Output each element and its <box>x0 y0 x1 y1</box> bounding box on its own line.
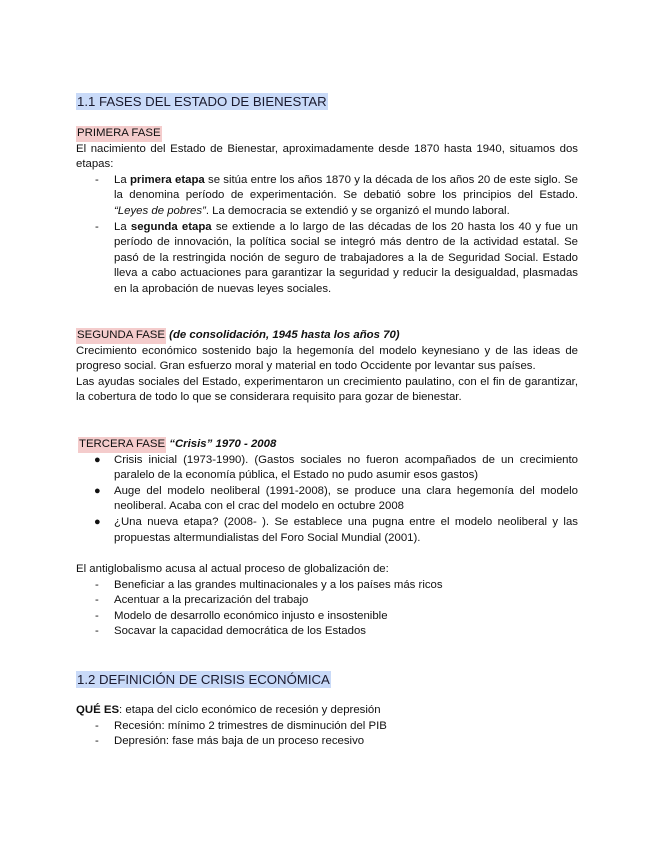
que-es-block <box>76 703 578 750</box>
leyes-pobres-italic: “Leyes de pobres” <box>114 204 206 217</box>
que-es-text: : etapa del ciclo económico de recesión y depresión <box>119 704 381 716</box>
heading-highlight: 1.1 FASES DEL ESTADO DE BIENESTAR <box>77 94 327 109</box>
list-item: - Beneficiar a las grandes multinacionales y a los países más ricos <box>76 578 578 594</box>
list-item: - La primera etapa se sitúa entre los años 1870 y la década de los años 20 de este siglo. Se la denomina período de experimentación. Se debatió sobre los principios del Estado. “Leyes de pobres”. La democracia se extendió y se organizó el mundo laboral. <box>95 173 578 217</box>
dash-marker: - <box>95 625 99 638</box>
bullet-marker: ● <box>94 515 101 528</box>
dash-marker: - <box>95 609 99 622</box>
que-es-list <box>76 719 578 750</box>
dash-marker: - <box>95 578 99 591</box>
tercera-fase-list <box>76 453 578 547</box>
segunda-fase-subtitle: (de consolidación, 1945 hasta los años 70) <box>169 329 400 341</box>
antiglobalismo-list <box>76 578 578 640</box>
primera-fase-list <box>76 173 578 298</box>
list-item: ● ¿Una nueva etapa? (2008- ). Se establece una pugna entre el modelo neoliberal y las propuestas altermundialistas del Foro Social Mundial (2001). <box>94 515 578 544</box>
primera-fase-label: PRIMERA FASE <box>76 126 162 142</box>
bullet-marker: ● <box>94 453 101 466</box>
list-item: - Modelo de desarrollo económico injusto e insostenible <box>76 609 578 625</box>
list-item: - Acentuar a la precarización del trabajo <box>76 593 578 609</box>
section-heading-1-2 <box>76 671 578 690</box>
segunda-fase-block <box>76 328 578 406</box>
que-es-label: QUÉ ES <box>76 704 120 716</box>
dash-marker: - <box>95 220 99 233</box>
dash-marker: - <box>95 173 99 186</box>
antiglobalismo-block <box>76 562 578 640</box>
tercera-fase-label: TERCERA FASE <box>78 437 166 453</box>
list-item: ● Crisis inicial (1973-1990). (Gastos sociales no fueron acompañados de un crecimiento paralelo de la economía pública, el Estado no pudo asumir esos gastos) <box>94 453 578 482</box>
segunda-fase-p1: Crecimiento económico sostenido bajo la hegemonía del modelo keynesiano y de las ideas de progreso social. Gran esfuerzo moral y material en todo Occidente por levantar sus países. <box>76 344 578 373</box>
list-item: - Depresión: fase más baja de un proceso recesivo <box>76 734 578 750</box>
heading-highlight: 1.2 DEFINICIÓN DE CRISIS ECONÓMICA <box>77 672 330 687</box>
tercera-fase-subtitle: “Crisis” 1970 - 2008 <box>169 438 277 450</box>
list-item: - Recesión: mínimo 2 trimestres de disminución del PIB <box>76 719 578 735</box>
primera-etapa-bold: primera etapa <box>129 173 205 186</box>
list-item: ● Auge del modelo neoliberal (1991-2008), se produce una clara hegemonía del modelo neoliberal. Acaba con el crac del modelo en octubre 2008 <box>94 484 578 513</box>
segunda-etapa-bold: segunda etapa <box>130 220 212 233</box>
segunda-fase-label: SEGUNDA FASE <box>76 328 166 344</box>
primera-fase-intro: El nacimiento del Estado de Bienestar, aproximadamente desde 1870 hasta 1940, situamos dos etapas: <box>76 142 578 171</box>
bullet-marker: ● <box>94 484 101 497</box>
list-item: - La segunda etapa se extiende a lo largo de las décadas de los 20 hasta los 40 y fue un período de innovación, la política social se integró más dentro de la actividad estatal. Se pasó de la restringida noción de seguro de trabajadores a la de Seguridad Social. Estado lleva a cabo actuaciones para garantizar la seguridad y reducir la desigualdad, plasmadas en la aprobación de nuevas leyes sociales. <box>95 220 578 295</box>
antiglobalismo-intro: El antiglobalismo acusa al actual proceso de globalización de: <box>76 563 389 575</box>
list-item: - Socavar la capacidad democrática de los Estados <box>76 624 578 640</box>
segunda-fase-p2: Las ayudas sociales del Estado, experimentaron un crecimiento paulatino, con el fin de garantizar, la cobertura de todo lo que se considerara requisito para gozar de bienestar. <box>76 375 578 404</box>
dash-marker: - <box>95 594 99 607</box>
tercera-fase-block <box>76 437 578 546</box>
primera-fase-block <box>76 126 578 298</box>
dash-marker: - <box>95 735 99 748</box>
section-heading-1-1 <box>76 93 578 112</box>
dash-marker: - <box>95 719 99 732</box>
